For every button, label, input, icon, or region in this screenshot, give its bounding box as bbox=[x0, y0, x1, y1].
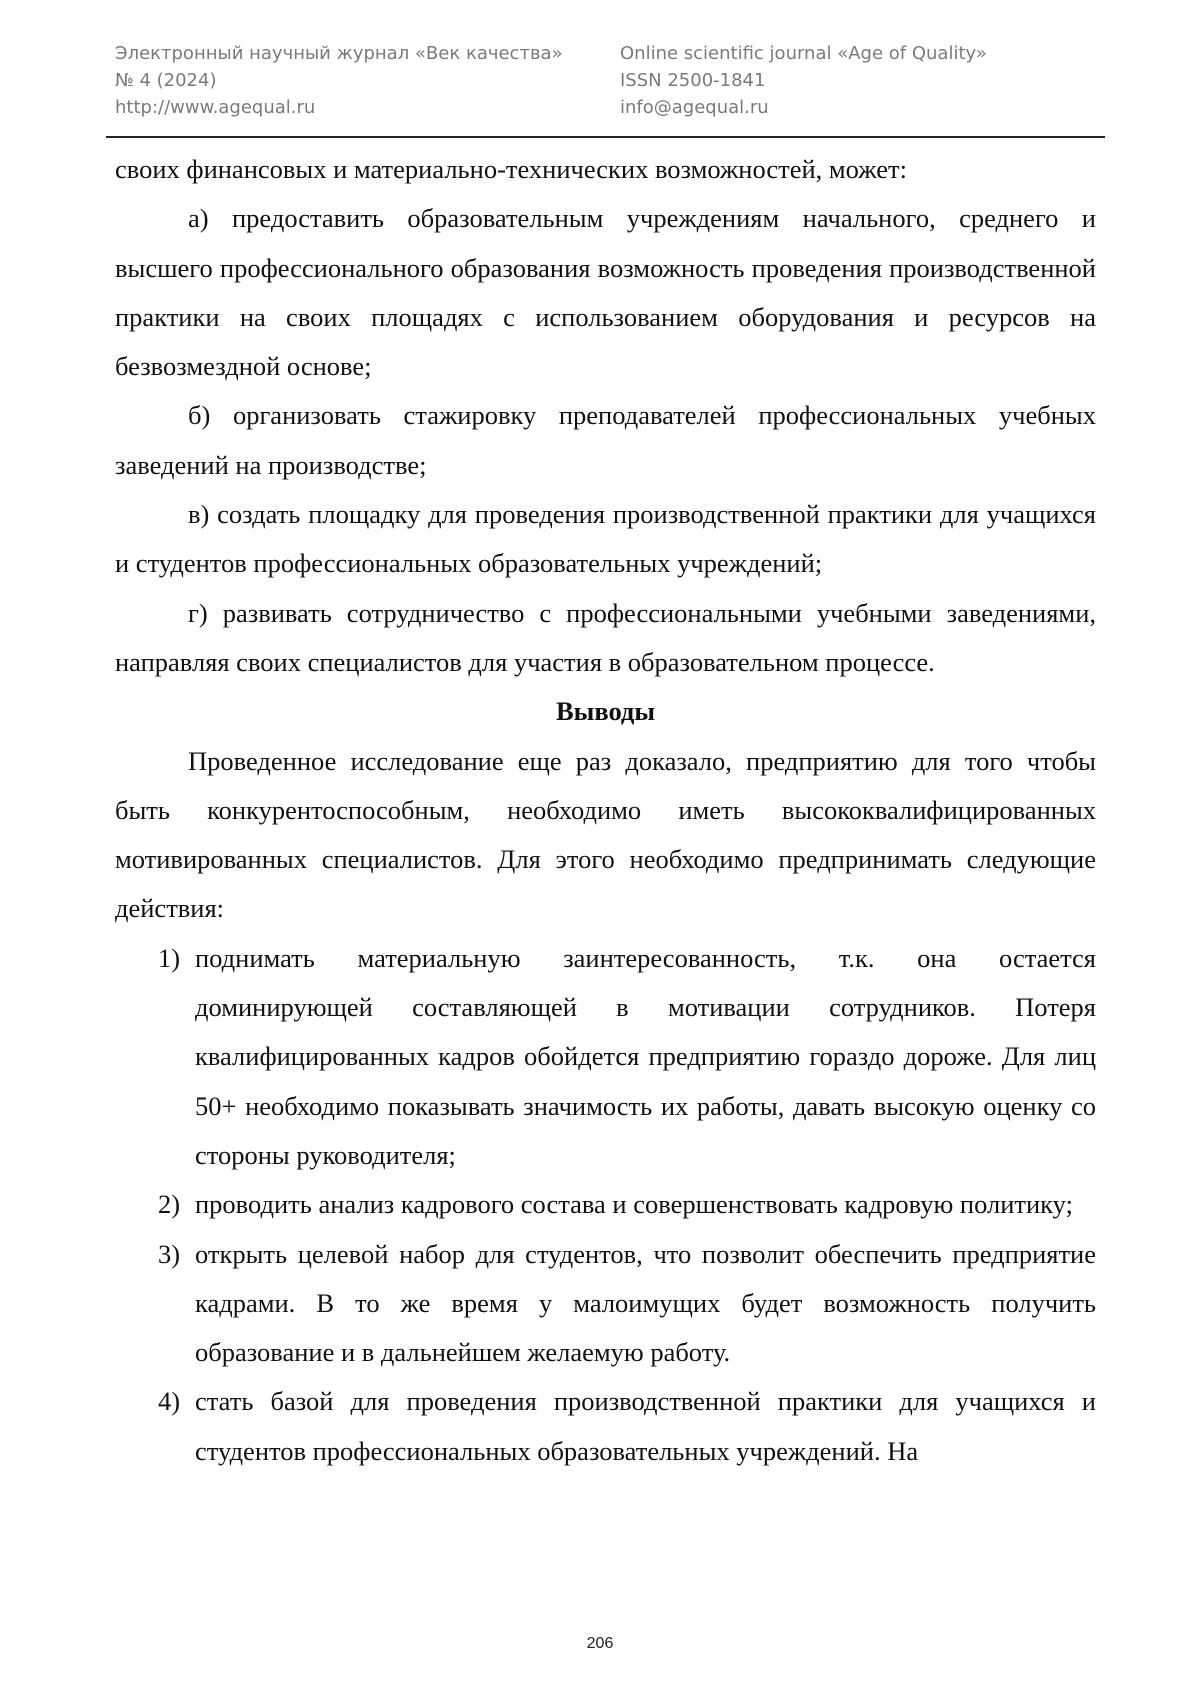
list-item-number: 3) bbox=[158, 1238, 181, 1269]
list-item-text: стать базой для проведения производственной практики для учащихся и студентов профессиональных образовательных учреждений. На bbox=[195, 1386, 1096, 1466]
intro-continuation: своих финансовых и материально-технических возможностей, может: bbox=[115, 154, 907, 184]
list-item-number: 4) bbox=[158, 1386, 181, 1417]
conclusions-heading: Выводы bbox=[555, 696, 656, 727]
page-body bbox=[115, 145, 1096, 1476]
journal-title-en: Online scientific journal «Age of Quality» bbox=[620, 43, 987, 64]
journal-url[interactable]: http://www.agequal.ru bbox=[115, 97, 316, 118]
list-item-text: проводить анализ кадрового состава и совершенствовать кадровую политику; bbox=[195, 1189, 1073, 1220]
header-right-column bbox=[620, 40, 987, 121]
list-item-number: 2) bbox=[158, 1189, 181, 1220]
list-item bbox=[115, 1180, 1096, 1229]
list-item bbox=[115, 934, 1096, 1180]
list-item bbox=[115, 1230, 1096, 1378]
issn: ISSN 2500-1841 bbox=[620, 70, 766, 91]
journal-header bbox=[115, 40, 1105, 130]
header-left-column bbox=[115, 40, 563, 121]
list-item-text: поднимать материальную заинтересованность, т.к. она остается доминирующей составляющей в мотивации сотрудников. Потеря квалифицированных кадров обойдется предприятию гораздо дороже. Для лиц 50+ необходимо показывать значимость их работы, давать высокую оценку со стороны руководителя; bbox=[195, 942, 1096, 1170]
actions-list bbox=[115, 934, 1096, 1476]
option-c: в) создать площадку для проведения производственной практики для учащихся и студентов профессиональных образовательных учреждений; bbox=[115, 499, 1096, 579]
journal-title-ru: Электронный научный журнал «Век качества» bbox=[115, 43, 563, 64]
list-item-text: открыть целевой набор для студентов, что позволит обеспечить предприятие кадрами. В то же время у малоимущих будет возможность получить образование и в дальнейшем желаемую работу. bbox=[195, 1238, 1096, 1368]
journal-email[interactable]: info@agequal.ru bbox=[620, 97, 769, 118]
issue-number: № 4 (2024) bbox=[115, 70, 217, 91]
header-divider bbox=[106, 136, 1105, 138]
option-d: г) развивать сотрудничество с профессиональными учебными заведениями, направляя своих специалистов для участия в образовательном процессе. bbox=[115, 597, 1096, 677]
list-item bbox=[115, 1377, 1096, 1476]
option-b: б) организовать стажировку преподавателей профессиональных учебных заведений на производстве; bbox=[115, 400, 1096, 480]
list-item-number: 1) bbox=[158, 942, 181, 973]
page-number: 206 bbox=[586, 1635, 614, 1652]
conclusions-intro: Проведенное исследование еще раз доказало, предприятию для того чтобы быть конкурентоспособным, необходимо иметь высококвалифицированных мотивированных специалистов. Для этого необходимо предпринимать следующие действия: bbox=[115, 745, 1096, 924]
option-a: а) предоставить образовательным учреждениям начального, среднего и высшего профессионального образования возможность проведения производственной практики на своих площадях с использованием оборудования и ресурсов на безвозмездной основе; bbox=[115, 203, 1096, 382]
